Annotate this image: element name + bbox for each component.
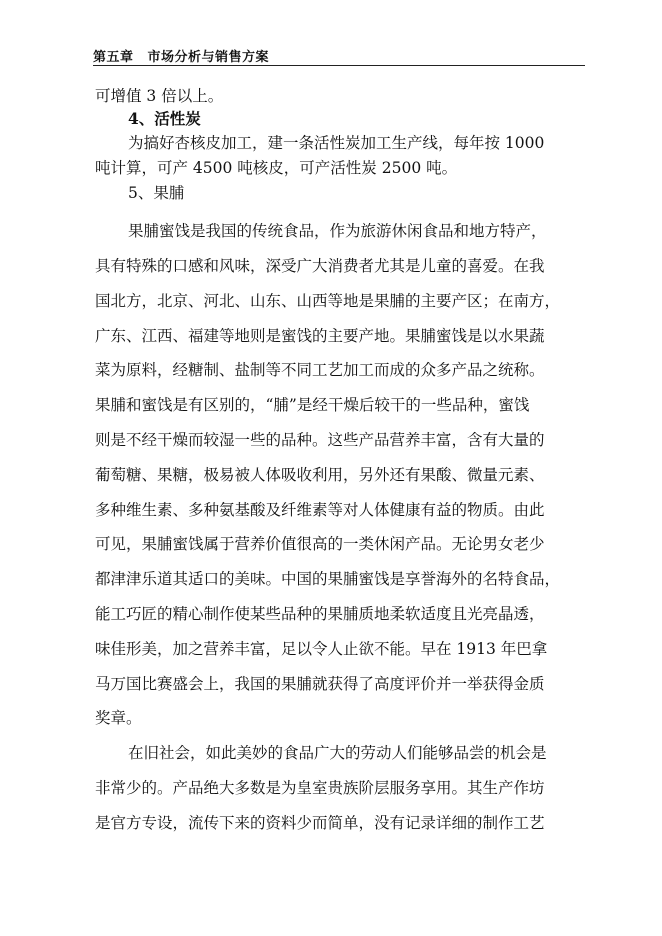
text-line: 可增值 3 倍以上。 xyxy=(95,87,224,105)
text-line: 果脯和蜜饯是有区别的，“脯”是经干燥后较干的一些品种，蜜饯 xyxy=(95,396,530,414)
text-line: 味佳形美，加之营养丰富，足以令人止欲不能。早在 1913 年巴拿 xyxy=(95,640,548,658)
text-line: 奖章。 xyxy=(95,709,142,727)
text-line: 可见，果脯蜜饯属于营养价值很高的一类休闲产品。无论男女老少 xyxy=(95,535,545,553)
text-line: 都津津乐道其适口的美味。中国的果脯蜜饯是享誉海外的名特食品， xyxy=(95,570,561,588)
text-line: 果脯蜜饯是我国的传统食品，作为旅游休闲食品和地方特产， xyxy=(128,222,547,240)
chapter-label: 第五章 xyxy=(93,50,134,65)
chapter-title: 市场分析与销售方案 xyxy=(147,50,270,65)
text-line: 吨计算，可产 4500 吨核皮，可产活性炭 2500 吨。 xyxy=(95,159,458,177)
page-header xyxy=(93,46,269,65)
text-line: 多种维生素、多种氨基酸及纤维素等对人体健康有益的物质。由此 xyxy=(95,501,545,519)
text-line: 广东、江西、福建等地则是蜜饯的主要产地。果脯蜜饯是以水果蔬 xyxy=(95,327,545,345)
section-heading-activated-carbon: 4、活性炭 xyxy=(128,109,201,128)
text-line: 能工巧匠的精心制作使某些品种的果脯质地柔软适度且光亮晶透， xyxy=(95,605,545,623)
header-divider xyxy=(93,65,585,66)
text-line: 菜为原料，经糖制、盐制等不同工艺加工而成的众多产品之统称。 xyxy=(95,361,545,379)
text-line: 马万国比赛盛会上，我国的果脯就获得了高度评价并一举获得金质 xyxy=(95,675,545,693)
text-line: 具有特殊的口感和风味，深受广大消费者尤其是儿童的喜爱。在我 xyxy=(95,257,545,275)
text-line: 是官方专设，流传下来的资料少而简单，没有记录详细的制作工艺 xyxy=(95,814,545,832)
text-line: 则是不经干燥而较湿一些的品种。这些产品营养丰富，含有大量的 xyxy=(95,431,545,449)
section-heading-preserved-fruit: 5、果脯 xyxy=(128,184,185,202)
text-line: 为搞好杏核皮加工，建一条活性炭加工生产线，每年按 1000 xyxy=(128,134,545,152)
text-line: 葡萄糖、果糖，极易被人体吸收利用，另外还有果酸、微量元素、 xyxy=(95,466,545,484)
text-line: 非常少的。产品绝大多数是为皇室贵族阶层服务享用。其生产作坊 xyxy=(95,779,545,797)
text-line: 国北方，北京、河北、山东、山西等地是果脯的主要产区；在南方， xyxy=(95,292,561,310)
text-line: 在旧社会，如此美妙的食品广大的劳动人们能够品尝的机会是 xyxy=(128,744,547,762)
